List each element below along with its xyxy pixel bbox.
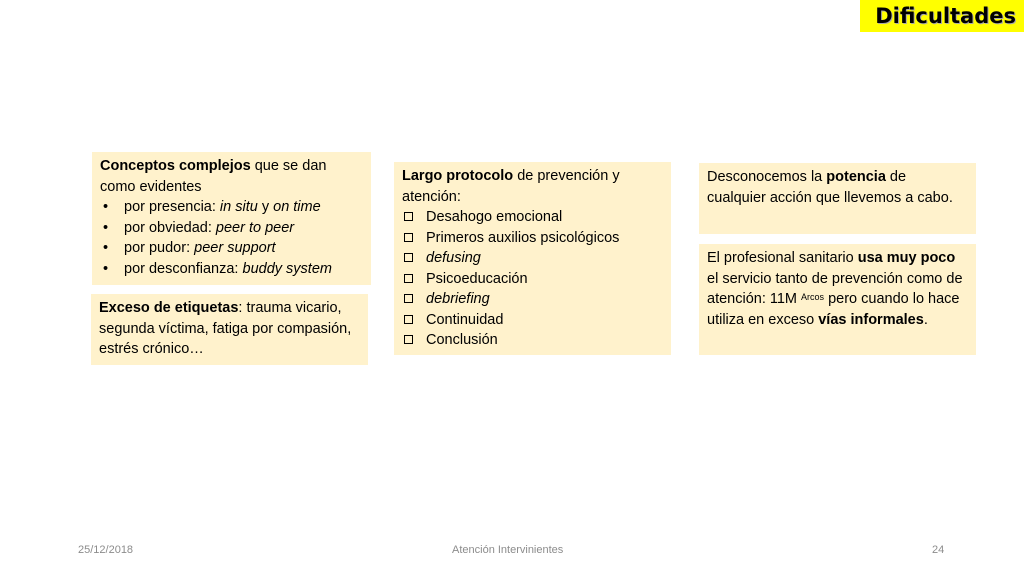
step-label: debriefing (426, 291, 490, 307)
bullet-icon: • (103, 199, 109, 215)
complex-concepts-box (92, 152, 371, 285)
checkbox-icon (404, 212, 413, 221)
checkbox-icon (404, 253, 413, 262)
step-label: Conclusión (426, 332, 498, 348)
step-label: Primeros auxilios psicológicos (426, 229, 620, 246)
power-bold: potencia (826, 169, 886, 185)
lead-rest: que se dan como evidentes (100, 158, 327, 195)
bullet-icon: • (103, 219, 109, 236)
service-usage-box (699, 244, 976, 355)
checkbox-icon (404, 335, 413, 344)
item-text: por desconfianza: (124, 260, 243, 277)
footer-date: 25/12/2018 (78, 544, 134, 556)
protocol-rest: de prevención y atención: (402, 168, 620, 205)
item-text: por pudor: (124, 240, 195, 256)
item-text: por presencia: (124, 199, 220, 215)
labels-bold: Exceso de etiquetas (99, 300, 239, 316)
lead-bold: Conceptos complejos (100, 158, 251, 174)
power-unknown-box (699, 163, 976, 234)
usage-superscript: Arcos (801, 292, 825, 302)
item-italic: buddy system (242, 260, 332, 277)
list-item (100, 218, 363, 239)
usage-text: pero cuando lo hace utiliza en exceso (707, 291, 960, 328)
protocol-bold: Largo protocolo (402, 168, 514, 184)
footer-title: Atención Intervinientes (452, 544, 564, 556)
list-item (402, 310, 663, 331)
item-text: y (257, 199, 274, 215)
list-item (402, 330, 663, 351)
checkbox-icon (404, 233, 413, 242)
bullet-icon: • (103, 240, 109, 256)
slide-title: Dificultades (860, 0, 1024, 32)
usage-bold: vías informales (818, 311, 924, 328)
item-italic: peer support (194, 240, 276, 256)
list-item (100, 238, 363, 259)
usage-text: . (923, 311, 928, 328)
list-item (402, 207, 663, 228)
labels-rest: : trauma vicario, segunda víctima, fatiga por compasión, estrés crónico… (99, 300, 352, 357)
list-item (100, 197, 363, 218)
step-label: Psicoeducación (426, 270, 528, 287)
protocol-box (394, 162, 671, 355)
step-label: Continuidad (426, 311, 504, 328)
concepts-list (100, 197, 363, 279)
labels-excess-box (91, 294, 368, 365)
usage-text: El profesional sanitario (707, 250, 858, 266)
power-text: Desconocemos la (707, 169, 827, 185)
usage-text: el servicio tanto de prevención como de atención: 11M (707, 270, 963, 307)
list-item (402, 228, 663, 249)
item-text: por obviedad: (124, 219, 216, 236)
checkbox-icon (404, 274, 413, 283)
power-text: de cualquier acción que llevemos a cabo. (707, 169, 953, 206)
bullet-icon: • (103, 260, 109, 277)
box-lead (100, 156, 363, 197)
protocol-lead (402, 166, 663, 207)
protocol-steps-list (402, 207, 663, 351)
usage-bold: usa muy poco (857, 250, 956, 266)
list-item (100, 259, 363, 280)
footer-page-number: 24 (932, 544, 945, 556)
item-italic: on time (273, 199, 321, 215)
checkbox-icon (404, 294, 413, 303)
item-italic: peer to peer (215, 219, 295, 236)
step-label: Desahogo emocional (426, 209, 563, 225)
list-item (402, 289, 663, 310)
checkbox-icon (404, 315, 413, 324)
step-label: defusing (426, 250, 481, 266)
item-italic: in situ (219, 199, 258, 215)
list-item (402, 248, 663, 269)
list-item (402, 269, 663, 290)
